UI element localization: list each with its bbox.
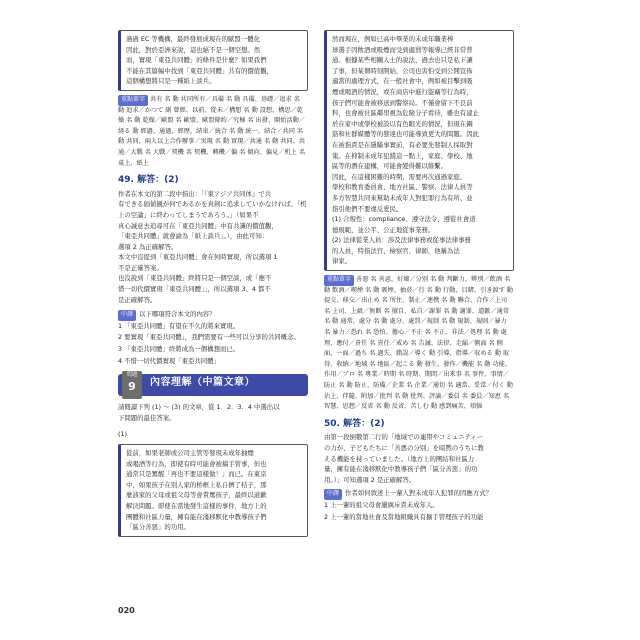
passage-line: 從前，如果老師或公司主管等發現未成年抽煙 [126, 449, 254, 457]
footnote-line: 律家。 [332, 257, 352, 266]
left-column [118, 30, 308, 541]
translation-question-text: 以下哪項符合本文的內容？ [139, 310, 216, 319]
translation-question-text: 作者如何敘述上一輩人對未成年人犯罪的因應方式？ [345, 489, 492, 498]
passage-line: 在被指責是在隱瞞事實前，有必要先發制人採取對 [332, 140, 473, 149]
translation-tag: 中譯 [324, 489, 342, 500]
passage-line: 因此，對於亞洲來說，這也絕不是一個空想。然 [126, 45, 261, 54]
explanation-line: 本文中沒提到「東亞共同體」會在何時實現，所以選項 1 [118, 253, 278, 262]
passage-line: 適當的處理方式，在一般社會中，例如被目擊到吸 [332, 77, 473, 86]
passage-continuation-box [118, 30, 308, 91]
translation-question [324, 488, 514, 500]
passage-continuation-box [324, 30, 514, 271]
section-number: 9 [128, 380, 136, 394]
vocab-text: 共有 名 動 共同所有／具備 名 動 具備、基礎／追求 名 動 追求／かつて 副 曾經、以前、從未／構想 名 動 設想、構思／乾燥 名 動 乾燥／歐盟 名 歐盟、歐盟條約／究極 名 出發、開始活動／経る 動 經過、通過、經歷，結束／統合 名 動 統一、結合／共同 名 動 共同、兩人以上合作辦事／実現 名 動 實現／共通 名 動 共同、共通／大戰 名 大戰／契機 名 契機、轉機／偏 名 傾向、偏見／机上 名 桌上、紙上 [118, 95, 306, 167]
passage-line: 這個構想將只是一種紙上談兵。 [126, 77, 216, 86]
explanation-line: 惜一切代價實現「東亞共同體」」，所以選項 3、4 都不 [118, 285, 271, 294]
passage-line: 「區分善惡」的功用。 [126, 523, 190, 532]
section-number-badge [122, 371, 142, 399]
passage-line: 中，如果孩子在別人家的桥框上私自擠了桔子，那 [126, 480, 267, 489]
section-banner [118, 374, 308, 396]
passage-line: 團體和社區力量，擁有能在淺移默化中教導孩子們 [126, 512, 267, 521]
explanation-line: 也沒說到「東亞共同體」終將只是一個空談，或「應不 [118, 274, 272, 283]
instruction-line: 下問題的最佳答案。 [118, 413, 176, 422]
footnote-line: (1) 合規性：compliance、遵守法令，遵從社會道 [332, 215, 476, 224]
explanation-line: 由第一段倒數第二行的「地域での連帯やコミュニティー [324, 433, 484, 442]
passage-line: 孩子們可能會被移送到警察局。不僅會留下不良前 [332, 98, 473, 107]
passage-line: 而，實現「東亞共同體」的條件是什麼？如果我們 [126, 56, 267, 65]
option-item: 2 上一輩的當地社會及當地組織具有擴手管理孩子的功能 [324, 512, 484, 521]
instructions [118, 402, 308, 423]
passage-line: 不能在其篇幅中找到「東亞共同體」共有的價值觀， [126, 66, 273, 75]
page-number: 020 [118, 606, 135, 615]
passage-line: 通。根據某些相關人士的說法，過去也只是私下讓 [332, 56, 473, 65]
passage-number: (1) [118, 430, 128, 439]
passage-line: 策。在抑制未成年犯錯這一點上，家庭、學校、地 [332, 151, 473, 160]
explanation-line: 不是正確答案。 [118, 263, 163, 272]
passage-line: 區等的潛在建構，可能會變得難以維繫。 [332, 162, 448, 171]
option-item: 4 不惜一切代價實現「東亞共同體」 [118, 356, 220, 365]
explanation-line: 用。）」可知選項 2 是正確解答。 [324, 475, 416, 484]
passage-line: 球選手因飲酒或吸煙而受到處罰等報導已經非常普 [332, 45, 473, 54]
option-item: 3 「東亞共同體」終將成為一個構想而已。 [118, 345, 240, 354]
explanation-line: える機能を持っていました。（地方上的團結和社區力 [324, 454, 475, 463]
explanation [324, 432, 514, 485]
explanation-line: 選項 2 為正確解答。 [118, 242, 178, 251]
explanation-line: 真心誠意去追尋可在「東亞共同體」中有共識的價值觀， [118, 221, 278, 230]
instruction-line: 請閱讀下列 (1) ～ (3) 的文章，從 1．2．3．4 中選出以 [118, 403, 280, 412]
passage-line: 筋和社群媒體等的發達也可能導致更大的問題。因此 [332, 130, 479, 139]
option-list [118, 321, 308, 366]
footnote-line: (2) 法律從業人員：涉及法律事務或從事法律事務 [332, 236, 471, 245]
explanation-line: の力が、子どもたちに「善悪の分別」を暗黙のうちに教 [324, 443, 484, 452]
explanation [118, 189, 308, 306]
passage-line: 了事，但某個時刻開始，公司也害怕受到公開宣佈 [332, 66, 473, 75]
passage-line: 因此，在這樣困難的時期，需要再次通過家庭、 [332, 172, 467, 181]
explanation-line: 是正確解答。 [118, 295, 157, 304]
option-item: 1 上一輩的祖父母會嚴厲斥責未成年人。 [324, 500, 439, 509]
passage-line: 煙或喝酒的情況，或在商店中進行盜竊等行為時， [332, 87, 473, 96]
explanation-line: 量，擁有能在淺移默化中教導孩子們「區分善惡」的功 [324, 465, 478, 474]
option-list [324, 500, 514, 522]
right-column [324, 30, 514, 523]
passage-line: 麼該家的父母或祖父母等會責罵孩子，最終以道歉 [126, 491, 267, 500]
passage-line: 於在家中或學校被設以有色眼光的情況，但現在鋼 [332, 119, 473, 128]
reading-passage-box [118, 444, 308, 537]
passage-line: 通常只是罵醒「再也不要這樣做！」而已。在東京 [126, 470, 267, 479]
passage-line: 過過 EC 等機構，最終發展成現在的歐盟一體化 [126, 35, 260, 43]
passage-line: 或喝酒等行為，即使有時可能會被搞手管事，但也 [126, 459, 267, 468]
option-item: 2 要實現「東亞共同體」，我們需要有一些可以分享的共同概念。 [118, 333, 300, 342]
passage-line: 然而現在，例如已高中畢業的未成年職業棒 [332, 35, 454, 43]
passage-line: 指引他們不要違反愛民。 [332, 204, 403, 213]
explanation-line: 「東亞共同體」就會淪為「紙上談兵」。），由此可知： [118, 232, 269, 241]
section-title: 內容理解（中篇文章） [150, 377, 255, 389]
passage-line: 科，也會被社區鄰里視為危險分子看待，雖也有建止 [332, 109, 479, 118]
passage-line: 學校和教育委員會、地方社區、警察、法律人員等 [332, 183, 473, 192]
vocab-block [324, 275, 514, 413]
option-item: 1 「東亞共同體」有望在不久的將來實現。 [118, 321, 240, 330]
section-label: 問題 [126, 372, 138, 379]
explanation-line: 有できる価値観が何であるかを真剣に追求していかなければ、「机上の空論」に終わってしまうであろう。」（如果不 [118, 200, 307, 219]
vocab-text: 善悪 名 善惡、好壞／分別 名 動 判斷力、辨別／飲酒 名 動 飲酒／喫煙 名 動 吸煙、抽菸／行 名 動 行動、目睹、引き渡す 動 提交、移交／出止め 名 所住、制止／連携 名 動 聯合、合作／上司 名 上司、上級／無断 名 擅自、私自／謝罪 名 動 謝罪、道歉／通常 名 動 通常、處分 名 動 處分、處罰／規制 名 動 規制、規則／暴力 名 暴力／恐れ 名 恐怕、擔心／不正 名 不正、非法／処理 名 動 處理、應付／責任 名 責任／戒め 名 告誡、法律、走漏／側面 名 側面、一面／過ち 名 過失、錯誤／導く 動 引導、指導／収める 動 取得、收納／地域 名 地區／起こる 動 發生、發作／機能 名 動 功能、作用／プロ 名 專業／時期 名 時期、期間／出来事 名 事件、事情／防止 名 動 防止、防備／企業 名 企業／通切 名 適當、妥當／付く 動 沾上、伴隨、附加／批判 名 動 批判、評論／委員 名 委員／知恵 名 智慧、思想／反省 名 動 反省、苦しむ 動 感到痛苦、煩惱 [324, 276, 513, 411]
passage-line: 多方智慧共同來幫助未成年人對犯罪行為有所、並 [332, 193, 473, 202]
translation-tag: 中譯 [118, 310, 136, 321]
textbook-page [118, 30, 518, 630]
passage-line: 解決問題。即使在當地發生這樣的事件，地方上的 [126, 501, 267, 510]
vocab-tag: 重點單字 [118, 95, 148, 106]
footnote-line: 的人員，特指法官、檢察官、律師，他稱為法 [332, 246, 460, 255]
vocab-tag: 重點單字 [324, 275, 354, 286]
answer-heading: 50. 解答：(2) [324, 418, 385, 429]
vocab-block [118, 95, 308, 169]
footnote-line: 德規範，並公平、公正地從事業務。 [332, 225, 435, 234]
explanation-line: 作者在本文的第二段中指出：「『東アジア共同体』で共 [118, 189, 272, 198]
translation-question [118, 309, 308, 321]
answer-heading: 49. 解答：(2) [118, 175, 179, 186]
